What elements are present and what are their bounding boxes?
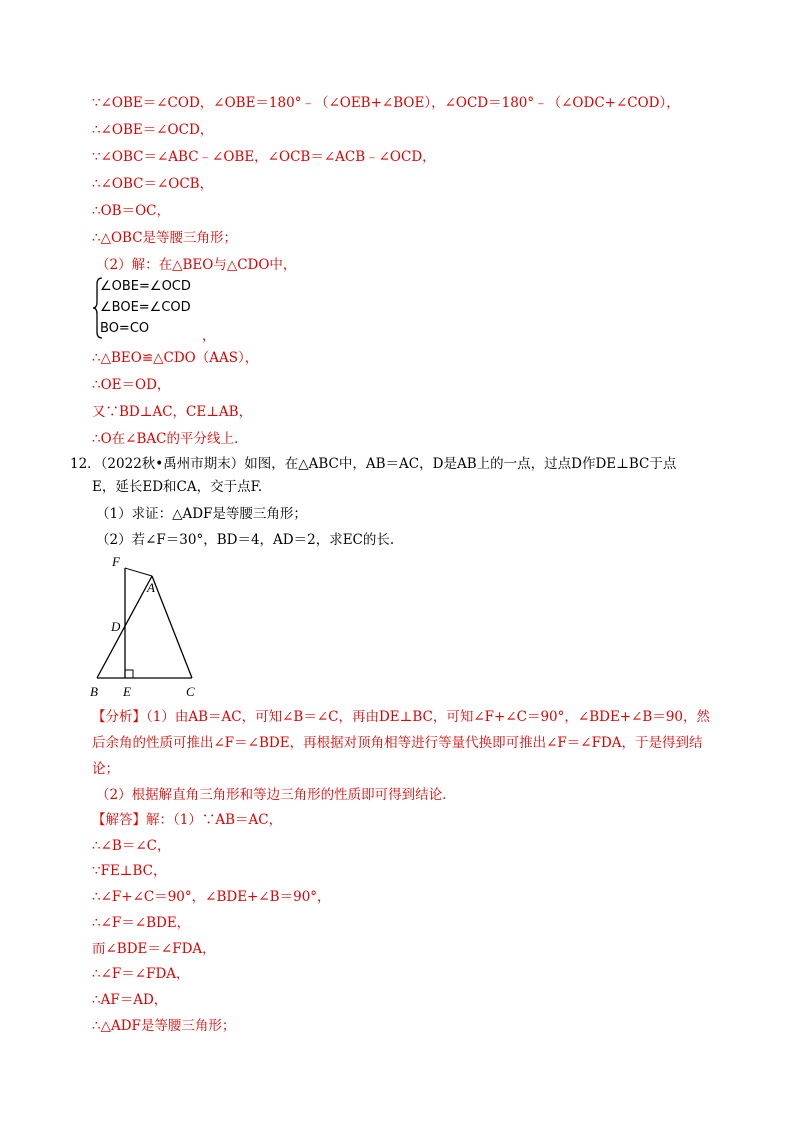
analysis-line: 后余角的性质可推出∠F＝∠BDE，再根据对顶角相等进行等量代换即可推出∠F＝∠FDA，于是得到结 — [92, 735, 703, 751]
solution-line: ∴△ADF是等腰三角形； — [92, 1018, 236, 1034]
proof-line: ∴O在∠BAC的平分线上. — [92, 431, 239, 447]
system-row: ∠OBE=∠OCD — [100, 279, 191, 294]
solution-line: 而∠BDE＝∠FDA， — [92, 941, 216, 957]
proof-line: ∴∠OBE＝∠OCD， — [92, 122, 214, 138]
proof-line: ∵∠OBE＝∠COD，∠OBE＝180°﹣（∠OEB+∠BOE），∠OCD＝180°﹣（∠ODC+∠COD）， — [92, 95, 680, 111]
solution-line: ∴∠F＝∠FDA， — [92, 966, 190, 982]
label-d: D — [111, 619, 121, 634]
analysis-line: 论； — [92, 761, 119, 777]
system-comma: ， — [202, 328, 216, 344]
label-c: C — [186, 684, 195, 699]
solution-line: ∴∠F+∠C＝90°，∠BDE+∠B＝90°， — [92, 889, 331, 905]
question-12-stem-cont: E，延长ED和CA，交于点F. — [92, 479, 263, 495]
analysis-line: （2）根据解直角三角形和等边三角形的性质即可得到结论. — [96, 787, 447, 803]
label-e: E — [123, 684, 131, 699]
solution-line: ∴AF＝AD， — [92, 992, 168, 1008]
system-row: ∠BOE=∠COD — [100, 300, 191, 315]
equation-system — [92, 276, 232, 344]
proof-line: ∴∠OBC＝∠OCB， — [92, 176, 214, 192]
proof-line: ∴OE＝OD， — [92, 377, 171, 393]
solution-line: ∵FE⊥BC， — [92, 863, 167, 879]
segment-ac — [152, 576, 192, 678]
question-12-stem: 12．（2022秋•禹州市期末）如图，在△ABC中，AB＝AC，D是AB上的一点，过点D作DE⊥BC于点 — [70, 456, 677, 472]
label-f: F — [112, 554, 120, 569]
label-b: B — [90, 684, 98, 699]
solution-line: 【解答】解：（1）∵AB＝AC， — [92, 812, 283, 828]
label-a: A — [147, 580, 155, 595]
question-12-part2: （2）若∠F＝30°，BD＝4，AD＝2，求EC的长. — [96, 532, 395, 548]
proof-line: （2）解：在△BEO与△CDO中， — [96, 257, 297, 273]
proof-line: ∵∠OBC＝∠ABC﹣∠OBE，∠OCB＝∠ACB﹣∠OCD， — [92, 149, 436, 165]
proof-line: 又∵BD⊥AC，CE⊥AB， — [92, 404, 253, 420]
question-12-part1: （1）求证：△ADF是等腰三角形； — [96, 506, 307, 522]
solution-line: ∴∠F＝∠BDE， — [92, 915, 191, 931]
system-row: BO=CO — [100, 321, 150, 336]
proof-line: ∴△OBC是等腰三角形； — [92, 230, 238, 246]
proof-line: ∴OB＝OC， — [92, 203, 170, 219]
analysis-line: 【分析】（1）由AB＝AC，可知∠B＝∠C，再由DE⊥BC，可知∠F+∠C＝90°，∠BDE+∠B＝90，然 — [92, 709, 711, 725]
solution-line: ∴∠B＝∠C， — [92, 838, 171, 854]
segment-af — [125, 568, 152, 576]
proof-line: ∴△BEO≌△CDO（AAS）， — [92, 350, 259, 366]
triangle-figure — [88, 552, 208, 700]
right-angle-mark — [125, 670, 133, 678]
